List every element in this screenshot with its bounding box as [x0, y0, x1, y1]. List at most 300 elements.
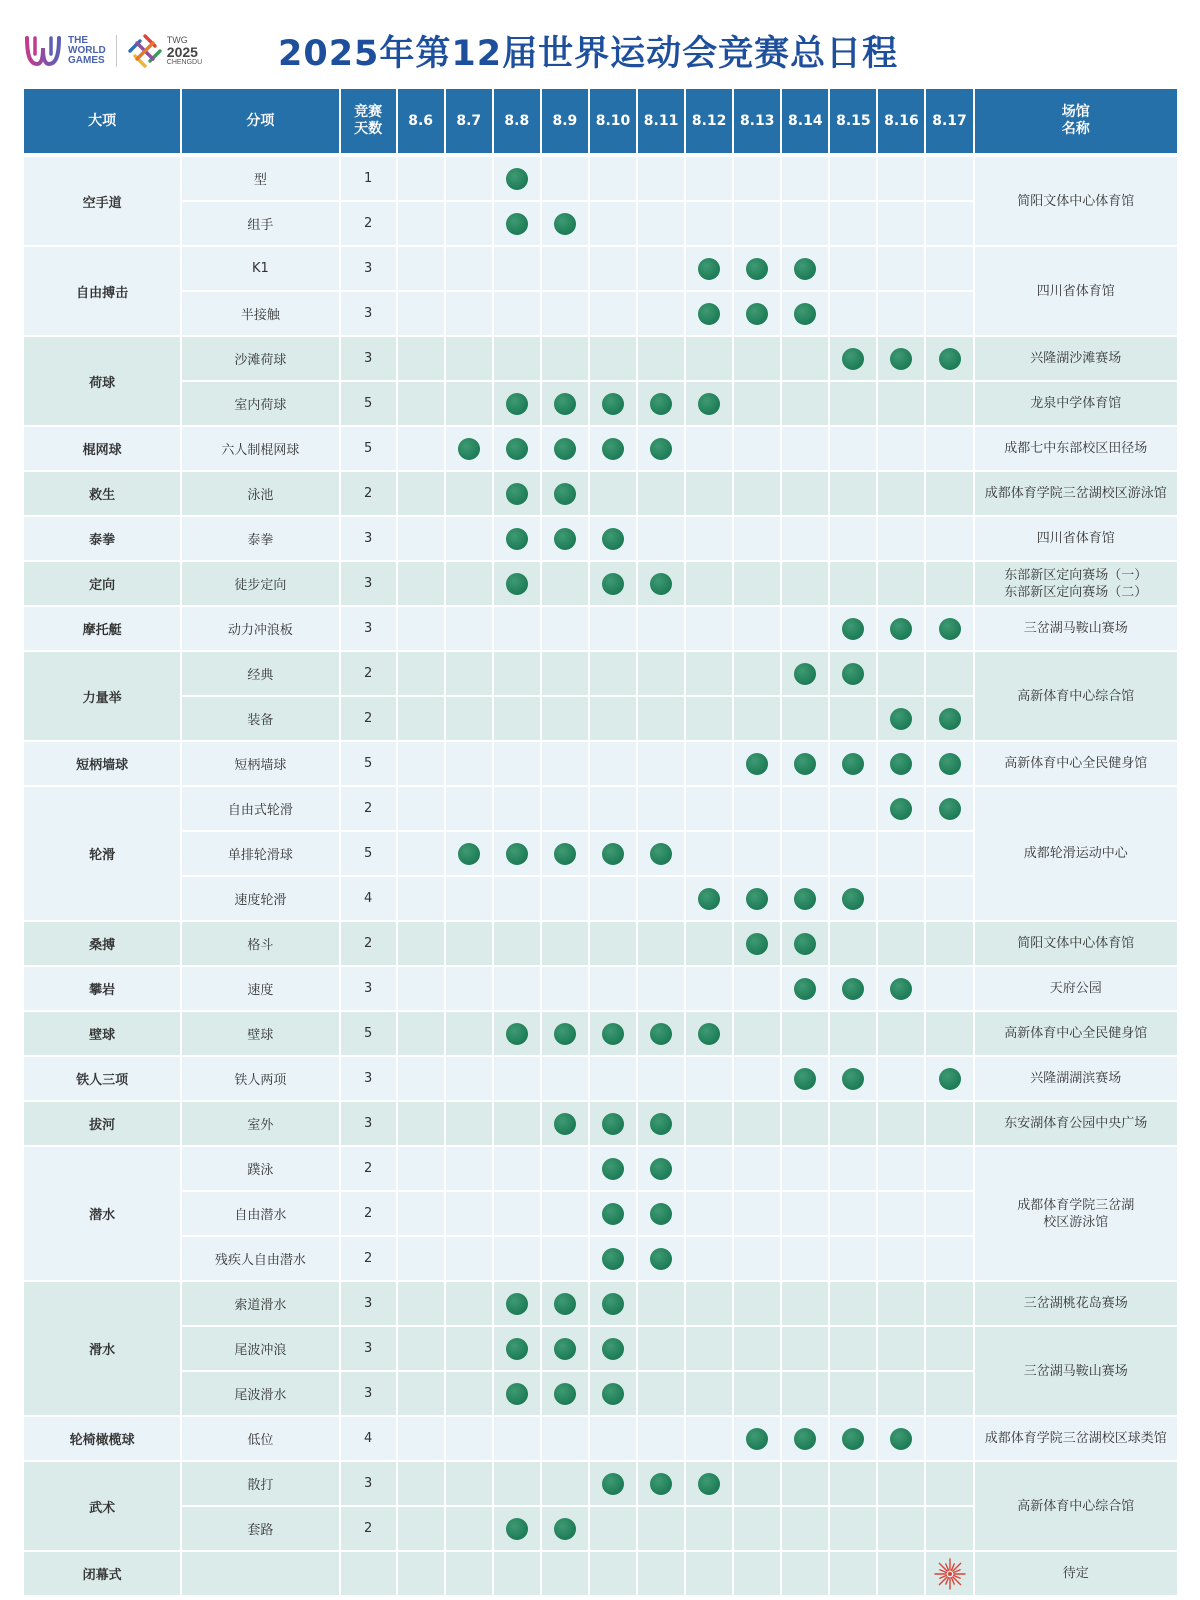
competition-day-dot — [939, 1068, 961, 1090]
day-cell — [398, 1417, 446, 1462]
competition-day-dot — [842, 888, 864, 910]
competition-day-dot — [746, 1428, 768, 1450]
day-cell — [398, 292, 446, 337]
day-cell — [494, 967, 542, 1012]
world-games-wordmark: THE WORLD GAMES — [68, 35, 106, 66]
day-cell — [542, 202, 590, 247]
day-cell — [638, 652, 686, 697]
day-cell — [638, 1552, 686, 1597]
day-cell — [878, 1327, 926, 1372]
day-cell — [494, 607, 542, 652]
day-cell — [734, 562, 782, 607]
day-cell — [590, 157, 638, 202]
header-date: 8.15 — [830, 89, 878, 157]
day-cell — [542, 337, 590, 382]
day-cell — [590, 202, 638, 247]
venue-name: 高新体育中心综合馆 — [1017, 1498, 1135, 1514]
competition-day-dot — [698, 258, 720, 280]
day-cell — [830, 382, 878, 427]
competition-day-dot — [506, 438, 528, 460]
day-cell — [926, 1417, 974, 1462]
day-cell — [542, 967, 590, 1012]
day-cell — [446, 877, 494, 922]
day-cell — [638, 562, 686, 607]
day-cell — [926, 1327, 974, 1372]
day-cell — [830, 1462, 878, 1507]
day-cell — [494, 1057, 542, 1102]
venue-cell — [975, 922, 1179, 967]
day-cell — [590, 382, 638, 427]
day-cell — [446, 247, 494, 292]
day-cell — [926, 562, 974, 607]
event-cell: 经典 — [182, 652, 340, 697]
day-cell — [830, 1282, 878, 1327]
table-row — [24, 382, 1179, 427]
day-cell — [590, 292, 638, 337]
day-cell — [878, 1507, 926, 1552]
table-row — [24, 1012, 1179, 1057]
event-cell: 自由式轮滑 — [182, 787, 340, 832]
day-cell — [494, 1147, 542, 1192]
category-cell: 摩托艇 — [24, 607, 182, 652]
day-cell — [590, 922, 638, 967]
day-cell — [446, 1552, 494, 1597]
day-cell — [782, 472, 830, 517]
day-cell — [926, 382, 974, 427]
competition-day-dot — [794, 933, 816, 955]
day-cell — [638, 1372, 686, 1417]
day-cell — [830, 832, 878, 877]
days-cell: 3 — [341, 292, 398, 337]
day-cell — [494, 832, 542, 877]
days-cell: 3 — [341, 1462, 398, 1507]
competition-day-dot — [602, 1203, 624, 1225]
day-cell — [686, 562, 734, 607]
day-cell — [638, 1192, 686, 1237]
day-cell — [542, 517, 590, 562]
competition-day-dot — [794, 978, 816, 1000]
day-cell — [878, 382, 926, 427]
day-cell — [686, 1192, 734, 1237]
competition-schedule-table — [24, 89, 1179, 1597]
day-cell — [590, 1102, 638, 1147]
day-cell — [494, 1507, 542, 1552]
event-cell: 六人制棍网球 — [182, 427, 340, 472]
day-cell — [734, 292, 782, 337]
venue-cell — [975, 517, 1179, 562]
day-cell — [878, 922, 926, 967]
venue-name: 东部新区定向赛场（一） — [1004, 567, 1148, 583]
day-cell — [542, 1147, 590, 1192]
event-cell: 自由潜水 — [182, 1192, 340, 1237]
day-cell — [734, 607, 782, 652]
day-cell — [686, 832, 734, 877]
day-cell — [542, 1282, 590, 1327]
venue-name: 东部新区定向赛场（二） — [1004, 584, 1148, 600]
day-cell — [830, 1237, 878, 1282]
day-cell — [782, 247, 830, 292]
firework-icon — [932, 1556, 968, 1592]
day-cell — [542, 1012, 590, 1057]
day-cell — [782, 292, 830, 337]
day-cell — [878, 1147, 926, 1192]
day-cell — [446, 292, 494, 337]
day-cell — [926, 967, 974, 1012]
competition-day-dot — [602, 393, 624, 415]
days-cell: 4 — [341, 877, 398, 922]
competition-day-dot — [842, 618, 864, 640]
competition-day-dot — [746, 888, 768, 910]
competition-day-dot — [650, 438, 672, 460]
day-cell — [398, 517, 446, 562]
day-cell — [398, 877, 446, 922]
competition-day-dot — [746, 753, 768, 775]
competition-day-dot — [650, 1248, 672, 1270]
day-cell — [830, 157, 878, 202]
day-cell — [734, 1237, 782, 1282]
day-cell — [782, 652, 830, 697]
day-cell — [878, 202, 926, 247]
event-cell: 格斗 — [182, 922, 340, 967]
competition-day-dot — [890, 1428, 912, 1450]
day-cell — [734, 697, 782, 742]
day-cell — [830, 1147, 878, 1192]
day-cell — [590, 1282, 638, 1327]
venue-name: 待定 — [1062, 1566, 1089, 1581]
day-cell — [494, 1462, 542, 1507]
day-cell — [446, 1282, 494, 1327]
day-cell — [446, 472, 494, 517]
logo-separator — [116, 35, 117, 67]
table-row — [24, 1282, 1179, 1327]
day-cell — [782, 1462, 830, 1507]
day-cell — [878, 1237, 926, 1282]
day-cell — [542, 832, 590, 877]
day-cell — [782, 337, 830, 382]
venue-name: 三岔湖马鞍山赛场 — [1023, 1363, 1128, 1379]
days-cell: 5 — [341, 427, 398, 472]
day-cell — [782, 202, 830, 247]
competition-day-dot — [650, 1158, 672, 1180]
competition-day-dot — [890, 708, 912, 730]
day-cell — [446, 607, 494, 652]
day-cell — [494, 922, 542, 967]
day-cell — [494, 472, 542, 517]
day-cell — [590, 1327, 638, 1372]
header-date: 8.11 — [638, 89, 686, 157]
day-cell — [446, 1462, 494, 1507]
day-cell — [782, 1102, 830, 1147]
day-cell — [734, 1552, 782, 1597]
day-cell — [446, 832, 494, 877]
venue-name: 高新体育中心全民健身馆 — [1004, 1026, 1148, 1041]
day-cell — [590, 472, 638, 517]
event-cell: 泳池 — [182, 472, 340, 517]
day-cell — [446, 1327, 494, 1372]
day-cell — [782, 832, 830, 877]
day-cell — [494, 1012, 542, 1057]
competition-day-dot — [554, 1518, 576, 1540]
competition-day-dot — [506, 1023, 528, 1045]
day-cell — [686, 1102, 734, 1147]
competition-day-dot — [602, 1248, 624, 1270]
day-cell — [926, 202, 974, 247]
day-cell — [638, 292, 686, 337]
day-cell — [446, 1147, 494, 1192]
venue-cell — [975, 1102, 1179, 1147]
day-cell — [878, 967, 926, 1012]
competition-day-dot — [602, 438, 624, 460]
event-cell: 半接触 — [182, 292, 340, 337]
day-cell — [686, 1237, 734, 1282]
table-row — [24, 1147, 1179, 1192]
day-cell — [494, 1282, 542, 1327]
page-title: 2025年第12届世界运动会竞赛总日程 — [278, 34, 899, 74]
competition-day-dot — [554, 438, 576, 460]
day-cell — [686, 1462, 734, 1507]
day-cell — [446, 922, 494, 967]
day-cell — [830, 1507, 878, 1552]
competition-day-dot — [698, 888, 720, 910]
day-cell — [638, 877, 686, 922]
day-cell — [638, 1282, 686, 1327]
day-cell — [782, 697, 830, 742]
day-cell — [734, 1372, 782, 1417]
days-cell: 3 — [341, 517, 398, 562]
day-cell — [830, 472, 878, 517]
day-cell — [830, 922, 878, 967]
day-cell — [686, 787, 734, 832]
day-cell — [830, 292, 878, 337]
day-cell — [638, 517, 686, 562]
category-cell: 棍网球 — [24, 427, 182, 472]
competition-day-dot — [602, 1293, 624, 1315]
venue-name: 天府公园 — [1049, 981, 1102, 996]
event-cell: 装备 — [182, 697, 340, 742]
event-cell: 型 — [182, 157, 340, 202]
competition-day-dot — [939, 618, 961, 640]
venue-cell — [975, 337, 1179, 382]
day-cell — [830, 1192, 878, 1237]
day-cell — [878, 1372, 926, 1417]
day-cell — [878, 607, 926, 652]
day-cell — [782, 607, 830, 652]
venue-name: 成都体育学院三岔湖校区游泳馆 — [984, 486, 1167, 501]
day-cell — [494, 202, 542, 247]
day-cell — [926, 247, 974, 292]
day-cell — [782, 427, 830, 472]
category-cell: 闭幕式 — [24, 1552, 182, 1597]
header-date: 8.7 — [446, 89, 494, 157]
event-cell: 沙滩荷球 — [182, 337, 340, 382]
competition-day-dot — [698, 1473, 720, 1495]
day-cell — [398, 382, 446, 427]
competition-day-dot — [506, 528, 528, 550]
day-cell — [542, 1102, 590, 1147]
day-cell — [782, 1417, 830, 1462]
day-cell — [590, 1462, 638, 1507]
day-cell — [494, 382, 542, 427]
day-cell — [686, 1507, 734, 1552]
day-cell — [638, 787, 686, 832]
day-cell — [494, 1237, 542, 1282]
table-row — [24, 562, 1179, 607]
days-cell: 2 — [341, 1507, 398, 1552]
table-row — [24, 247, 1179, 292]
competition-day-dot — [506, 573, 528, 595]
day-cell — [542, 1327, 590, 1372]
day-cell — [446, 787, 494, 832]
competition-day-dot — [554, 1023, 576, 1045]
table-row — [24, 1102, 1179, 1147]
day-cell — [638, 1507, 686, 1552]
day-cell — [878, 562, 926, 607]
day-cell — [638, 1417, 686, 1462]
header-date: 8.13 — [734, 89, 782, 157]
day-cell — [398, 1507, 446, 1552]
twg-2025-logo-icon — [127, 33, 163, 69]
day-cell — [686, 517, 734, 562]
table-row — [24, 652, 1179, 697]
header-venue: 场馆 名称 — [975, 89, 1179, 157]
competition-day-dot — [890, 348, 912, 370]
day-cell — [878, 247, 926, 292]
day-cell — [638, 427, 686, 472]
table-row — [24, 967, 1179, 1012]
venue-cell — [975, 382, 1179, 427]
day-cell — [782, 1282, 830, 1327]
day-cell — [542, 787, 590, 832]
event-cell: 室内荷球 — [182, 382, 340, 427]
days-cell: 2 — [341, 787, 398, 832]
day-cell — [926, 652, 974, 697]
day-cell — [590, 1057, 638, 1102]
day-cell — [782, 157, 830, 202]
competition-day-dot — [939, 348, 961, 370]
world-games-logo-icon — [24, 34, 62, 68]
venue-cell — [975, 472, 1179, 517]
day-cell — [638, 202, 686, 247]
days-cell: 3 — [341, 247, 398, 292]
day-cell — [494, 1417, 542, 1462]
category-cell: 荷球 — [24, 337, 182, 427]
day-cell — [446, 517, 494, 562]
category-cell: 滑水 — [24, 1282, 182, 1417]
venue-cell — [975, 607, 1179, 652]
day-cell — [926, 1552, 974, 1597]
days-cell: 3 — [341, 967, 398, 1012]
day-cell — [638, 1462, 686, 1507]
day-cell — [734, 1417, 782, 1462]
competition-day-dot — [554, 528, 576, 550]
day-cell — [782, 562, 830, 607]
day-cell — [638, 832, 686, 877]
day-cell — [590, 337, 638, 382]
competition-day-dot — [506, 1338, 528, 1360]
day-cell — [638, 247, 686, 292]
table-row — [24, 1327, 1179, 1372]
day-cell — [830, 652, 878, 697]
day-cell — [542, 1417, 590, 1462]
competition-day-dot — [554, 1293, 576, 1315]
day-cell — [926, 607, 974, 652]
competition-day-dot — [890, 798, 912, 820]
day-cell — [782, 742, 830, 787]
header-date: 8.17 — [926, 89, 974, 157]
day-cell — [878, 652, 926, 697]
day-cell — [494, 517, 542, 562]
day-cell — [734, 1102, 782, 1147]
day-cell — [398, 967, 446, 1012]
competition-day-dot — [650, 843, 672, 865]
day-cell — [782, 1327, 830, 1372]
day-cell — [398, 1057, 446, 1102]
day-cell — [494, 292, 542, 337]
venue-name: 兴隆湖湖滨赛场 — [1030, 1071, 1122, 1086]
day-cell — [878, 1282, 926, 1327]
day-cell — [782, 787, 830, 832]
day-cell — [734, 1462, 782, 1507]
day-cell — [398, 337, 446, 382]
days-cell: 1 — [341, 157, 398, 202]
competition-day-dot — [794, 258, 816, 280]
venue-name: 成都体育学院三岔湖校区球类馆 — [984, 1431, 1167, 1446]
day-cell — [734, 1327, 782, 1372]
days-cell: 5 — [341, 1012, 398, 1057]
competition-day-dot — [602, 1158, 624, 1180]
day-cell — [686, 1012, 734, 1057]
competition-day-dot — [698, 303, 720, 325]
table-row — [24, 337, 1179, 382]
day-cell — [782, 1552, 830, 1597]
day-cell — [590, 517, 638, 562]
competition-day-dot — [602, 528, 624, 550]
day-cell — [590, 247, 638, 292]
day-cell — [734, 517, 782, 562]
event-cell: 索道滑水 — [182, 1282, 340, 1327]
table-row — [24, 1417, 1179, 1462]
venue-name: 简阳文体中心体育馆 — [1017, 193, 1135, 209]
day-cell — [878, 292, 926, 337]
table-row — [24, 472, 1179, 517]
day-cell — [446, 427, 494, 472]
day-cell — [926, 337, 974, 382]
venue-name: 东安湖体育公园中央广场 — [1004, 1116, 1148, 1131]
day-cell — [830, 967, 878, 1012]
days-cell: 2 — [341, 1147, 398, 1192]
event-cell: 壁球 — [182, 1012, 340, 1057]
day-cell — [878, 787, 926, 832]
day-cell — [926, 472, 974, 517]
day-cell — [494, 247, 542, 292]
day-cell — [686, 1282, 734, 1327]
day-cell — [446, 1507, 494, 1552]
competition-day-dot — [650, 1113, 672, 1135]
day-cell — [926, 427, 974, 472]
competition-day-dot — [506, 843, 528, 865]
day-cell — [878, 697, 926, 742]
day-cell — [494, 787, 542, 832]
competition-day-dot — [506, 1293, 528, 1315]
day-cell — [542, 607, 590, 652]
day-cell — [830, 1102, 878, 1147]
day-cell — [926, 1507, 974, 1552]
header-date: 8.16 — [878, 89, 926, 157]
day-cell — [686, 247, 734, 292]
day-cell — [446, 1237, 494, 1282]
day-cell — [542, 1237, 590, 1282]
day-cell — [926, 697, 974, 742]
